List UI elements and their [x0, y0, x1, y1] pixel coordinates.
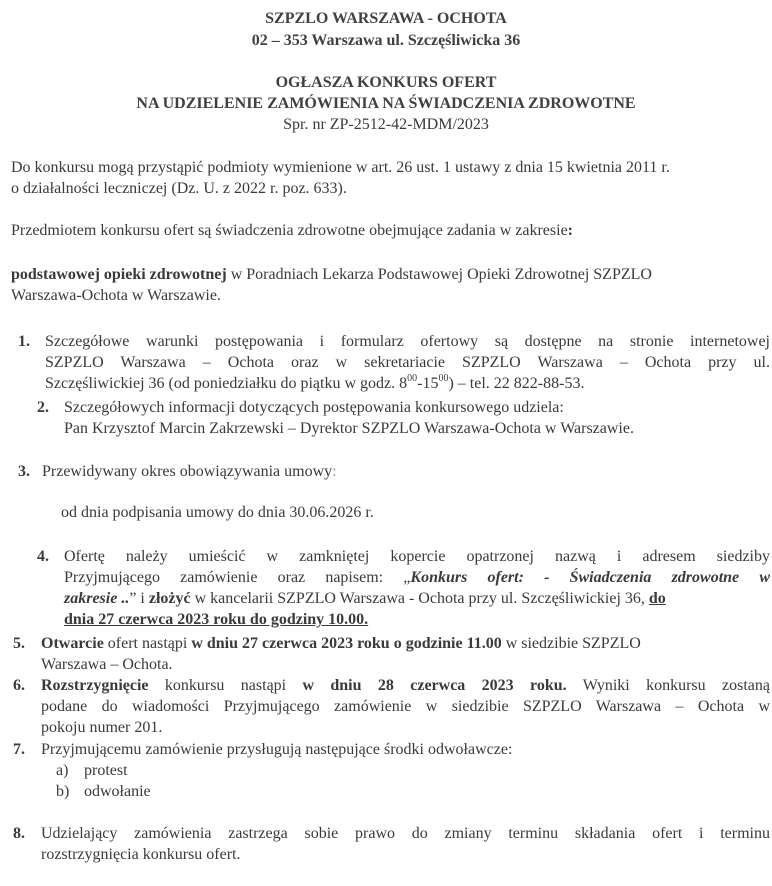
item-5-text-b: ofert nastąpi — [103, 635, 192, 652]
item-1-hours-b: -15 — [417, 375, 439, 392]
item-4-line-2a: Przyjmującego zamówienie oraz napisem: „ — [64, 569, 411, 586]
item-1-line-1: Szczegółowe warunki postępowania i formularz ofertowy są dostępne na stronie internetowej — [45, 333, 770, 350]
item-4-line-3d: w kancelarii SZPZLO Warszawa - Ochota przy ul. Szczęśliwickiej 36, — [190, 590, 649, 607]
org-name: SZPZLO WARSZAWA - OCHOTA — [265, 10, 507, 27]
item-1-phone: ) – tel. 22 822-88-53. — [448, 375, 585, 392]
org-address: 02 – 353 Warszawa ul. Szczęśliwicka 36 — [251, 32, 521, 49]
item-number: 2. — [37, 399, 49, 416]
item-4-line-3 — [64, 588, 770, 609]
item-8-line-1: Udzielający zamówienia zastrzega sobie prawo do zmiany terminu składania ofert i terminu — [41, 825, 770, 842]
item-7-option-b — [56, 781, 770, 802]
item-1-line-2: SZPZLO Warszawa – Ochota oraz w sekretariacie SZPZLO Warszawa – Ochota przy ul. — [45, 354, 770, 371]
list-item-4 — [37, 546, 770, 630]
list-item-6 — [13, 675, 770, 738]
item-4-deadline: dnia 27 czerwca 2023 roku do godziny 10.00. — [64, 611, 369, 628]
item-number: 7. — [13, 741, 25, 758]
item-5-text-d: w siedzibie SZPZLO — [501, 635, 641, 652]
item-4-deadline-start: do — [648, 590, 666, 607]
item-1-sup-1: 00 — [407, 372, 418, 384]
scope-rest-1: w Poradniach Lekarza Podstawowej Opieki Zdrowotnej SZPZLO — [226, 266, 652, 283]
scope-bold: podstawowej opieki zdrowotnej — [11, 266, 227, 283]
item-4-line-1: Ofertę należy umieścić w zamkniętej kopercie opatrzonej nazwą i adresem siedziby — [64, 548, 770, 565]
item-number: 6. — [13, 677, 25, 694]
list-item-5 — [13, 633, 770, 675]
item-6-date: w dniu 28 czerwca 2023 roku. — [302, 677, 567, 694]
item-1-line-3 — [45, 373, 770, 394]
item-7-a-text: protest — [84, 762, 128, 779]
item-7-b-label: b) — [56, 783, 70, 800]
scope-rest-2: Warszawa-Ochota w Warszawie. — [11, 287, 221, 304]
list-item-3 — [18, 461, 770, 482]
list-item-1 — [18, 331, 770, 394]
item-6-resolution: Rozstrzygnięcie — [41, 677, 149, 694]
intro-line-1: Do konkursu mogą przystąpić podmioty wymienione w art. 26 ust. 1 ustawy z dnia 15 kwietnia 2011 r. — [11, 159, 670, 176]
item-7-option-a — [56, 760, 770, 781]
item-2-line-2: Pan Krzysztof Marcin Zakrzewski – Dyrektor SZPZLO Warszawa-Ochota w Warszawie. — [64, 420, 634, 437]
item-5-opening: Otwarcie — [41, 635, 104, 652]
item-2-line-1: Szczegółowych informacji dotyczących postępowania konkursowego udziela: — [64, 399, 564, 416]
item-3-line-1: Przewidywany okres obowiązywania umowy — [42, 463, 333, 480]
item-3-colon: : — [332, 463, 337, 480]
item-1-sup-2: 00 — [438, 372, 449, 384]
item-6-text-d: Wyniki konkursu zostaną — [566, 677, 770, 694]
item-5-date: w dniu 27 czerwca 2023 roku o godzinie 11.00 — [191, 635, 502, 652]
scope-paragraph — [11, 264, 769, 306]
item-1-hours-a: Szczęśliwickiej 36 (od poniedziałku do piątku w godz. 8 — [45, 375, 408, 392]
item-number: 4. — [37, 548, 49, 565]
item-4-line-3b: ” i — [129, 590, 149, 607]
item-number: 8. — [13, 825, 25, 842]
reference-number: Spr. nr ZP-2512-42-MDM/2023 — [283, 116, 489, 133]
list-item-7 — [13, 739, 770, 802]
item-6-line-3: pokoju numer 201. — [41, 719, 163, 736]
announcement-title: OGŁASZA KONKURS OFERT — [275, 74, 497, 91]
subject-paragraph — [11, 220, 769, 241]
item-4-submit-word: złożyć — [148, 590, 191, 607]
item-7-b-text: odwołanie — [84, 783, 151, 800]
item-4-envelope-label-end: zakresie .. — [64, 590, 130, 607]
intro-paragraph — [11, 157, 769, 199]
list-item-8 — [13, 823, 770, 865]
list-item-2 — [37, 397, 770, 439]
item-number: 3. — [18, 463, 30, 480]
intro-line-2: o działalności leczniczej (Dz. U. z 2022 r. poz. 633). — [11, 180, 347, 197]
item-5-line-2: Warszawa – Ochota. — [41, 656, 173, 673]
announcement-subtitle: NA UDZIELENIE ZAMÓWIENIA NA ŚWIADCZENIA ZDROWOTNE — [136, 95, 636, 112]
subject-text: Przedmiotem konkursu ofert są świadczenia zdrowotne obejmujące zadania w zakresie — [11, 222, 568, 239]
item-3-period: od dnia podpisania umowy do dnia 30.06.2026 r. — [61, 504, 374, 521]
subject-colon: : — [567, 222, 573, 239]
item-number: 1. — [18, 333, 30, 350]
item-6-text-b: konkursu nastąpi — [148, 677, 303, 694]
item-4-line-2 — [64, 567, 770, 588]
item-8-line-2: rozstrzygnięcia konkursu ofert. — [41, 846, 241, 863]
item-7-line-1: Przyjmującemu zamówienie przysługują następujące środki odwoławcze: — [41, 741, 513, 758]
item-number: 5. — [13, 635, 25, 652]
item-4-envelope-label: Konkurs ofert: - Świadczenia zdrowotne w — [410, 569, 770, 586]
item-7-a-label: a) — [56, 762, 69, 779]
item-6-line-2: podane do wiadomości Przyjmującego zamówienie w siedzibie SZPZLO Warszawa – Ochota w — [41, 698, 770, 715]
